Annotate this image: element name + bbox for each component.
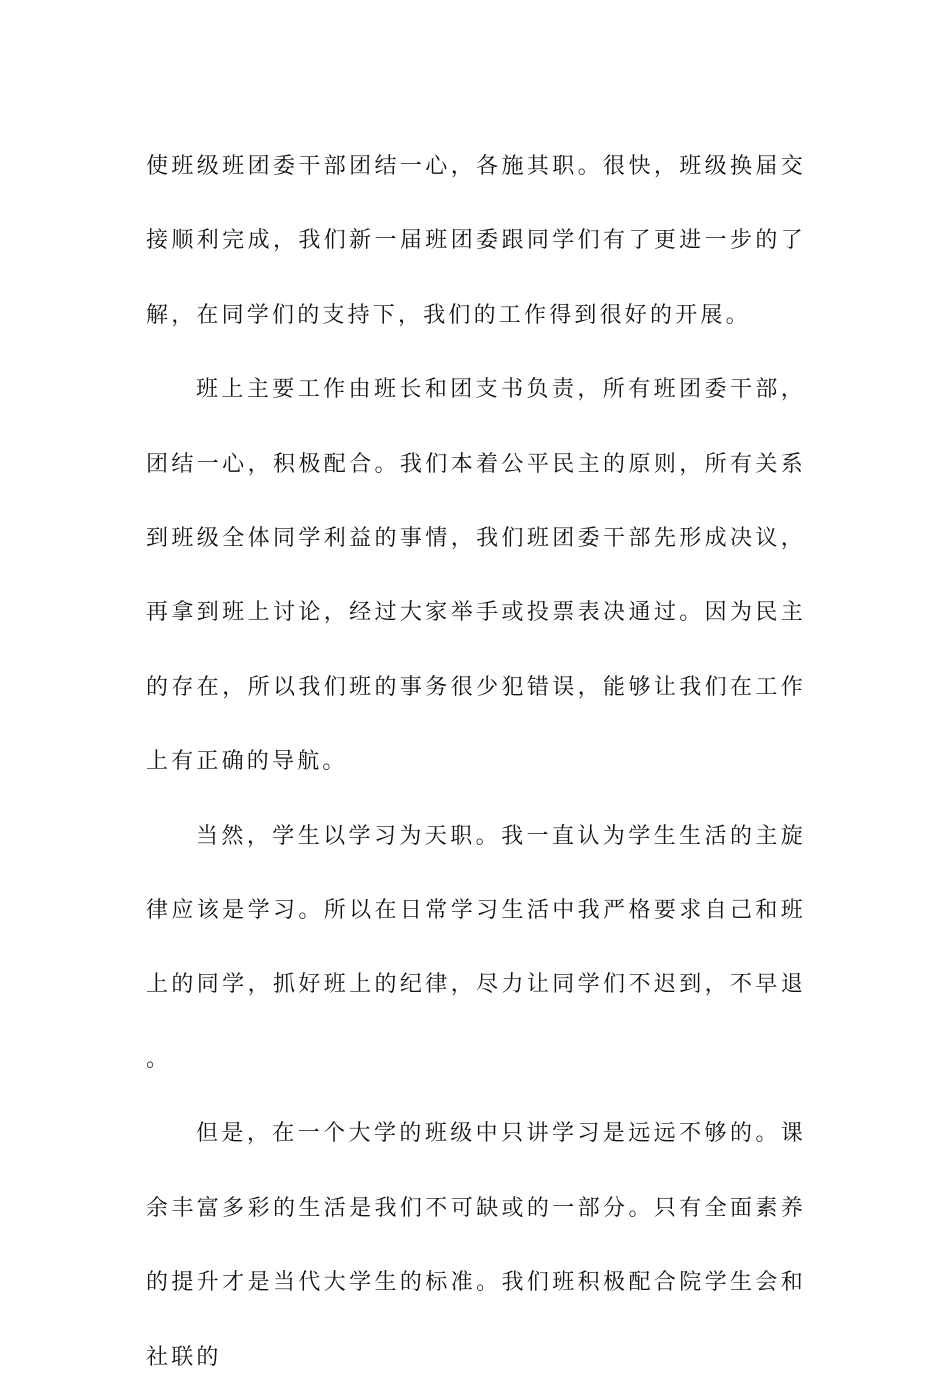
paragraph-2: 班上主要工作由班长和团支书负责，所有班团委干部，团结一心，积极配合。我们本着公平民主的原则，所有关系到班级全体同学利益的事情，我们班团委干部先形成决议，再拿到班上讨论，经过大家举手或投票表决通过。因为民主的存在，所以我们班的事务很少犯错误，能够让我们在工作上有正确的导航。: [146, 377, 806, 775]
paragraph-4: 但是，在一个大学的班级中只讲学习是远远不够的。课余丰富多彩的生活是我们不可缺或的一部分。只有全面素养的提升才是当代大学生的标准。我们班积极配合院学生会和社联的: [146, 1121, 806, 1370]
document-body: [146, 130, 806, 1395]
paragraph-1: 使班级班团委干部团结一心，各施其职。很快，班级换届交接顺利完成，我们新一届班团委跟同学们有了更进一步的了解，在同学们的支持下，我们的工作得到很好的开展。: [146, 154, 806, 328]
paragraph-3: 当然，学生以学习为天职。我一直认为学生生活的主旋律应该是学习。所以在日常学习生活中我严格要求自己和班上的同学，抓好班上的纪律，尽力让同学们不迟到，不早退。: [146, 823, 806, 1072]
